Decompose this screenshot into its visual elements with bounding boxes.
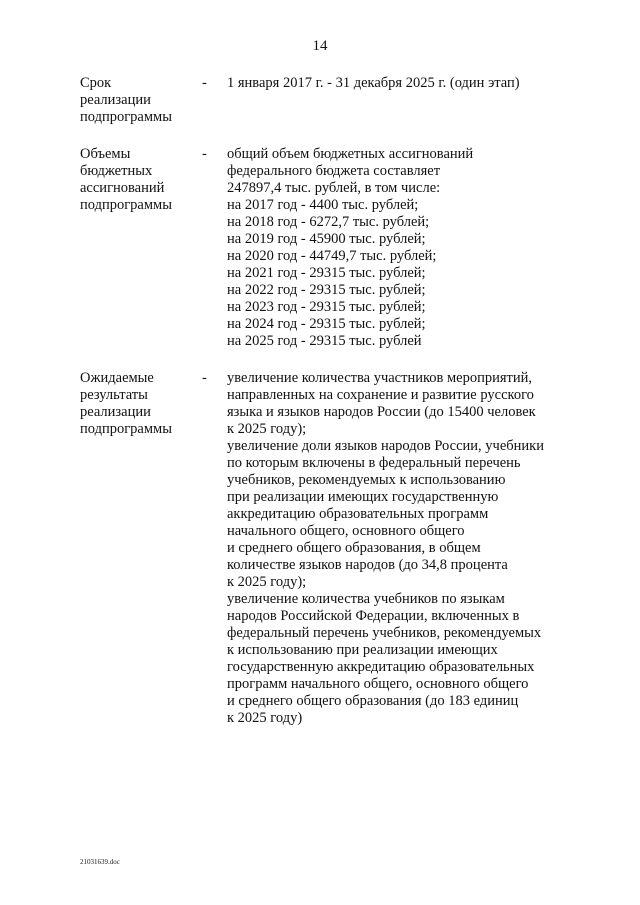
label-line: реализации (80, 404, 151, 420)
label-line: Срок (80, 75, 112, 91)
value-line: на 2023 год - 29315 тыс. рублей; (227, 299, 426, 315)
value-line: на 2021 год - 29315 тыс. рублей; (227, 265, 426, 281)
value-line: государственную аккредитацию образовательных (227, 659, 535, 675)
label-line: реализации (80, 92, 151, 108)
value-line: направленных на сохранение и развитие русского (227, 387, 534, 403)
value-line: по которым включены в федеральный перечень (227, 455, 521, 471)
page-number: 14 (312, 38, 328, 54)
row-value (227, 146, 572, 350)
row-label (80, 146, 190, 214)
value-line: на 2022 год - 29315 тыс. рублей; (227, 282, 426, 298)
value-line: федерального бюджета составляет (227, 163, 441, 179)
value-line: на 2018 год - 6272,7 тыс. рублей; (227, 214, 430, 230)
value-line: увеличение количества участников мероприятий, (227, 370, 533, 386)
value-line: на 2017 год - 4400 тыс. рублей; (227, 197, 419, 213)
row-value (227, 75, 572, 92)
value-line: количестве языков народов (до 34,8 процента (227, 557, 508, 573)
value-line: федеральный перечень учебников, рекомендуемых (227, 625, 542, 641)
value-line: и среднего общего образования, в общем (227, 540, 481, 556)
label-line: бюджетных (80, 163, 153, 179)
value-line: к использованию при реализации имеющих (227, 642, 498, 658)
value-line: народов Российской Федерации, включенных в (227, 608, 520, 624)
row-label (80, 75, 190, 126)
row-dash: - (202, 75, 207, 91)
row-dash: - (202, 370, 207, 386)
label-line: Объемы (80, 146, 131, 162)
value-line: и среднего общего образования (до 183 единиц (227, 693, 519, 709)
value-line: на 2020 год - 44749,7 тыс. рублей; (227, 248, 437, 264)
label-line: ассигнований (80, 180, 165, 196)
value-line: общий объем бюджетных ассигнований (227, 146, 474, 162)
row-label (80, 370, 190, 438)
label-line: подпрограммы (80, 109, 172, 125)
label-line: результаты (80, 387, 148, 403)
value-line: учебников, рекомендуемых к использованию (227, 472, 506, 488)
value-line: на 2024 год - 29315 тыс. рублей; (227, 316, 426, 332)
value-line: к 2025 году); (227, 574, 307, 590)
document-footer: 21031639.doc (80, 858, 120, 866)
value-line: на 2025 год - 29315 тыс. рублей (227, 333, 422, 349)
label-line: Ожидаемые (80, 370, 154, 386)
value-line: увеличение доли языков народов России, учебники (227, 438, 544, 454)
label-line: подпрограммы (80, 197, 172, 213)
value-line: языка и языков народов России (до 15400 человек (227, 404, 536, 420)
value-line: при реализации имеющих государственную (227, 489, 499, 505)
row-value (227, 370, 572, 727)
value-line: начального общего, основного общего (227, 523, 465, 539)
value-line: к 2025 году) (227, 710, 303, 726)
value-line: 1 января 2017 г. - 31 декабря 2025 г. (один этап) (227, 75, 520, 91)
row-dash: - (202, 146, 207, 162)
value-line: 247897,4 тыс. рублей, в том числе: (227, 180, 441, 196)
value-line: программ начального общего, основного общего (227, 676, 529, 692)
value-line: увеличение количества учебников по языкам (227, 591, 505, 607)
value-line: аккредитацию образовательных программ (227, 506, 489, 522)
value-line: к 2025 году); (227, 421, 307, 437)
label-line: подпрограммы (80, 421, 172, 437)
value-line: на 2019 год - 45900 тыс. рублей; (227, 231, 426, 247)
